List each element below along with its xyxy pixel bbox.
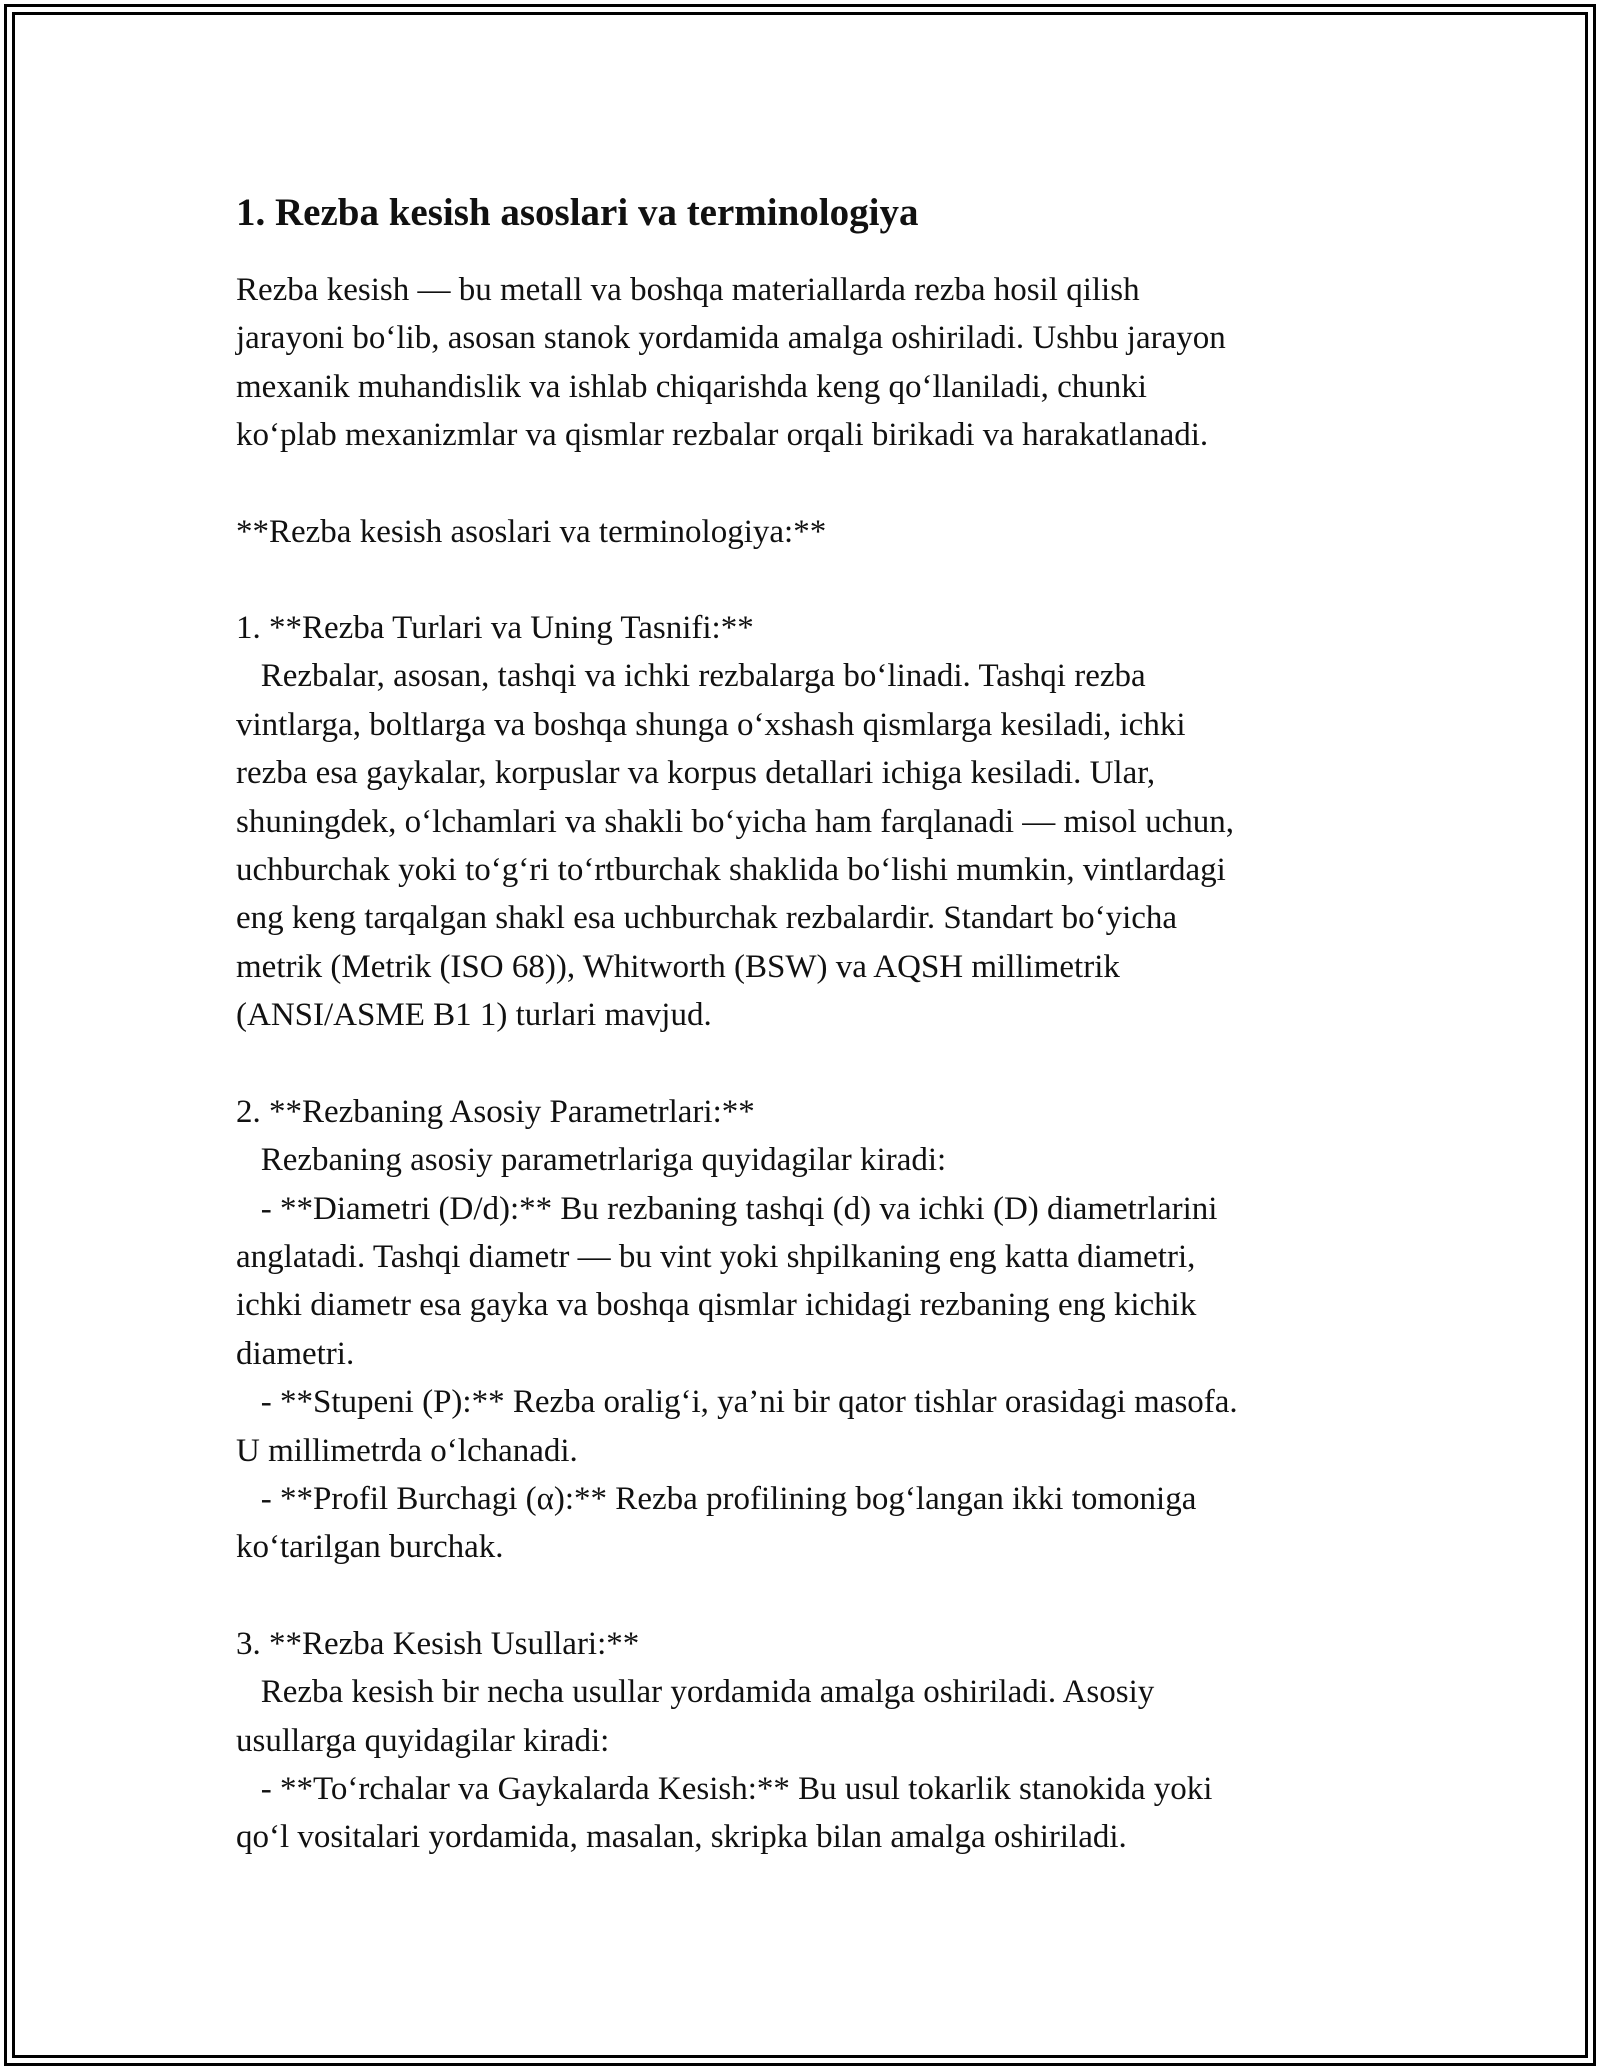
- paragraph-gap: [236, 1040, 1376, 1088]
- section-cutting-methods: 3. **Rezba Kesish Usullari:** Rezba kesish bir necha usullar yordamida amalga oshiriladi. Asosiy usullarga quyidagilar kiradi: - **To‘rchalar va Gaykalarda Kesish:** Bu usul tokarlik stanokida yoki qo‘l vositalari yordamida, masalan, skripka bilan amalga oshiriladi.: [236, 1625, 1213, 1856]
- paragraph-gap: [236, 1572, 1376, 1620]
- document-page: [236, 188, 1376, 1862]
- document-heading: 1. Rezba kesish asoslari va terminologiya: [236, 191, 919, 234]
- paragraph-gap: [236, 556, 1376, 604]
- intro-paragraph: Rezba kesish — bu metall va boshqa materiallarda rezba hosil qilish jarayoni bo‘lib, asosan stanok yordamida amalga oshiriladi. Ushbu jarayon mexanik muhandislik va ishlab chiqarishda keng qo‘llaniladi, chunki ko‘plab mexanizmlar va qismlar rezbalar orqali birikadi va harakatlanadi.: [236, 272, 1226, 454]
- section-thread-parameters: 2. **Rezbaning Asosiy Parametrlari:** Rezbaning asosiy parametrlariga quyidagilar kiradi: - **Diametri (D/d):** Bu rezbaning tashqi (d) va ichki (D) diametrlarini anglatadi. Tashqi diametr — bu vint yoki shpilkaning eng katta diametri, ichki diametr esa gayka va boshqa qismlar ichidagi rezbaning eng kichik diametri. - **Stupeni (P):** Rezba oralig‘i, ya’ni bir qator tishlar orasidagi masofa. U millimetrda o‘lchanadi. - **Profil Burchagi (α):** Rezba profilining bog‘langan ikki tomoniga ko‘tarilgan burchak.: [236, 1093, 1238, 1566]
- subheading-line: **Rezba kesish asoslari va terminologiya:**: [236, 513, 827, 550]
- section-thread-types: 1. **Rezba Turlari va Uning Tasnifi:** Rezbalar, asosan, tashqi va ichki rezbalarga bo‘linadi. Tashqi rezba vintlarga, boltlarga va boshqa shunga o‘xshash qismlarga kesiladi, ichki rezba esa gaykalar, korpuslar va korpus detallari ichiga kesiladi. Ular, shuningdek, o‘lchamlari va shakli bo‘yicha ham farqlanadi — misol uchun, uchburchak yoki to‘g‘ri to‘rtburchak shaklida bo‘lishi mumkin, vintlardagi eng keng tarqalgan shakl esa uchburchak rezbalardir. Standart bo‘yicha metrik (Metrik (ISO 68)), Whitworth (BSW) va AQSH millimetrik (ANSI/ASME B1 1) turlari mavjud.: [236, 610, 1234, 1034]
- paragraph-gap: [236, 460, 1376, 508]
